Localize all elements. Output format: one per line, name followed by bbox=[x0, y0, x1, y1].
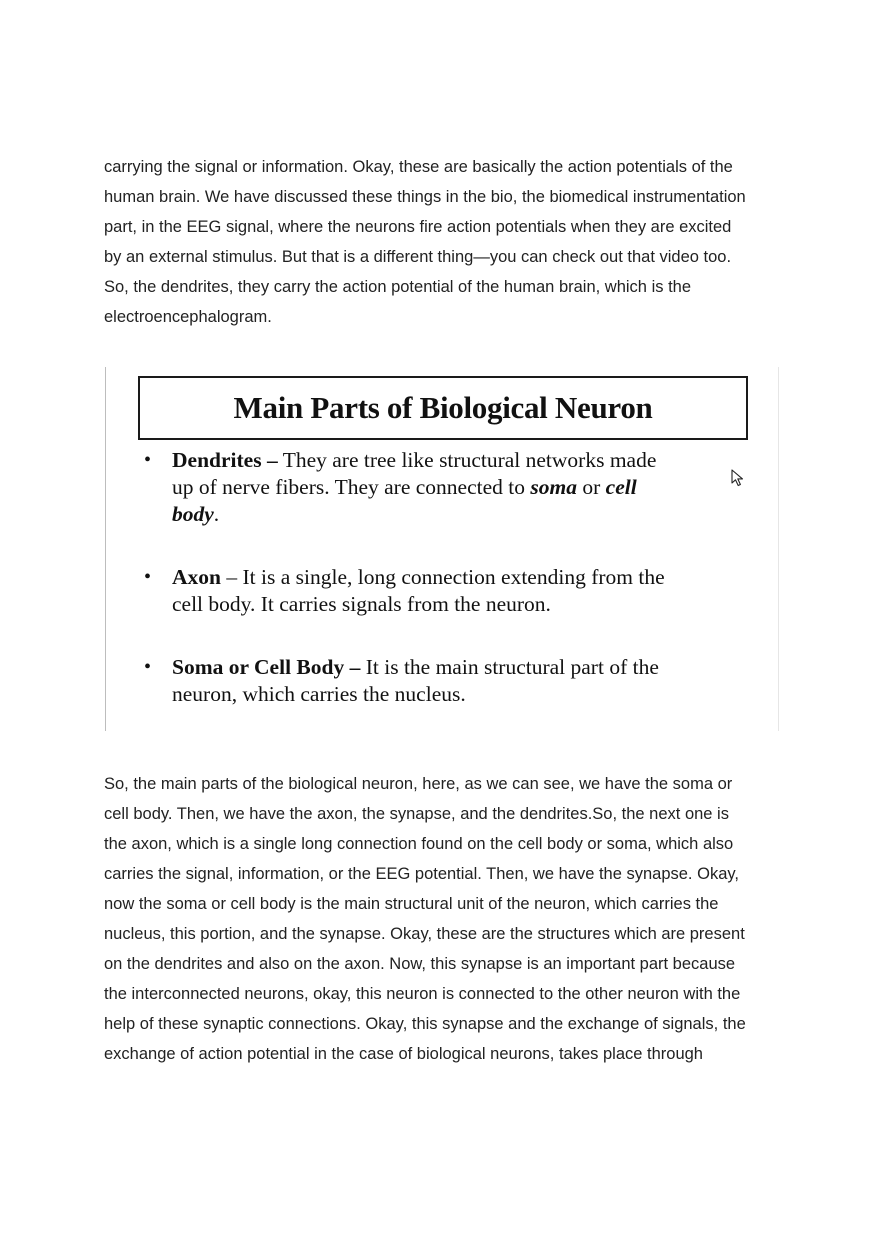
bullet-description: neuron, which carries the nucleus. bbox=[172, 682, 466, 706]
paragraph-line: on the dendrites and also on the axon. Now, this synapse is an important part because bbox=[104, 955, 736, 973]
bottom-paragraph bbox=[104, 769, 784, 1069]
paragraph-line: carrying the signal or information. Okay, these are basically the action potentials of the bbox=[104, 158, 733, 176]
emphasis-cell: cell bbox=[605, 475, 637, 499]
bullet-text bbox=[172, 447, 742, 528]
paragraph-line: So, the dendrites, they carry the action potential of the human brain, which is the bbox=[104, 278, 692, 296]
paragraph-line: help of these synaptic connections. Okay, this synapse and the exchange of signals, the bbox=[104, 1015, 746, 1033]
top-paragraph bbox=[104, 152, 784, 332]
emphasis-soma: soma bbox=[530, 475, 577, 499]
paragraph-line: the axon, which is a single long connection found on the cell body or soma, which also bbox=[104, 835, 734, 853]
bullet-term: Dendrites – bbox=[172, 448, 278, 472]
slide-title-box bbox=[138, 376, 748, 440]
bullet-text bbox=[172, 654, 742, 708]
paragraph-line: exchange of action potential in the case of biological neurons, takes place through bbox=[104, 1045, 703, 1063]
paragraph-line: So, the main parts of the biological neuron, here, as we can see, we have the soma or bbox=[104, 775, 733, 793]
paragraph-line: electroencephalogram. bbox=[104, 308, 272, 326]
bullet-dot: • bbox=[144, 656, 152, 678]
paragraph-line: human brain. We have discussed these things in the bio, the biomedical instrumentation bbox=[104, 188, 746, 206]
bullet-description: cell body. It carries signals from the neuron. bbox=[172, 592, 551, 616]
slide-title: Main Parts of Biological Neuron bbox=[233, 390, 653, 425]
bullet-term: Axon bbox=[172, 565, 221, 589]
bullet-description: It is the main structural part of the bbox=[360, 655, 659, 679]
bullet-description: or bbox=[576, 475, 606, 499]
bullet-description: . bbox=[213, 502, 220, 526]
slide-image bbox=[105, 367, 779, 731]
bullet-term: Soma or Cell Body – bbox=[172, 655, 361, 679]
bullet-text bbox=[172, 564, 742, 618]
bullet-description: up of nerve fibers. They are connected to bbox=[172, 475, 531, 499]
bullet-description: – It is a single, long connection extending from the bbox=[220, 565, 665, 589]
paragraph-line: now the soma or cell body is the main structural unit of the neuron, which carries the bbox=[104, 895, 719, 913]
paragraph-line: cell body. Then, we have the axon, the synapse, and the dendrites.So, the next one is bbox=[104, 805, 729, 823]
paragraph-line: part, in the EEG signal, where the neurons fire action potentials when they are excited bbox=[104, 218, 732, 236]
bullet-description: They are tree like structural networks made bbox=[277, 448, 657, 472]
paragraph-line: carries the signal, information, or the EEG potential. Then, we have the synapse. Okay, bbox=[104, 865, 739, 883]
emphasis-body: body bbox=[172, 502, 214, 526]
paragraph-line: nucleus, this portion, and the synapse. Okay, these are the structures which are present bbox=[104, 925, 745, 943]
paragraph-line: the interconnected neurons, okay, this neuron is connected to the other neuron with the bbox=[104, 985, 741, 1003]
bullet-dot: • bbox=[144, 449, 152, 471]
paragraph-line: by an external stimulus. But that is a different thing—you can check out that video too. bbox=[104, 248, 732, 266]
mouse-pointer-icon bbox=[731, 469, 745, 487]
bullet-dot: • bbox=[144, 566, 152, 588]
